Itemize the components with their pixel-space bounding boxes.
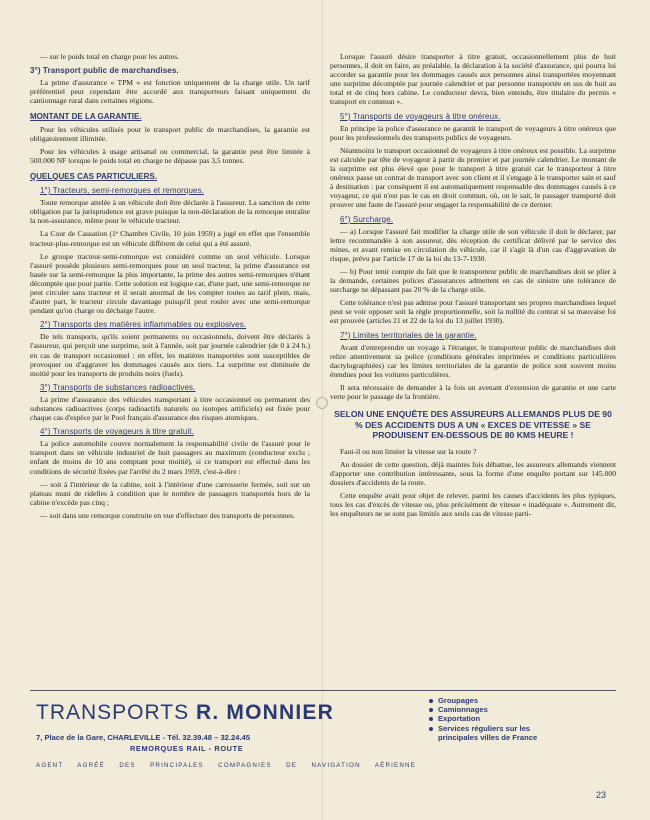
ad-address: 7, Place de la Gare, CHARLEVILLE - Tél. 32.39.48 – 32.24.45 bbox=[36, 733, 250, 742]
subsection-heading-text: 4°) Transports de voyageurs à titre gratuit. bbox=[40, 427, 194, 437]
paragraph: Lorsque l'assuré désire transporter à titre gratuit, occasionnellement plus de huit personnes, il doit en faire, au préalable, la déclaration à la société d'assurance, qui pourra lui accorder sa garantie pour les dommages causés aux personnes ainsi transportées moyennant une surprime décomptée par journée calendrier et par personne transportée en sus de huit au total et de cinq hors cabine. Le conducteur devra, bien entendu, être titulaire du permis « transport en commun ». bbox=[330, 52, 616, 107]
subsection-heading-text: 3°) Transports de substances radioactives. bbox=[40, 382, 196, 392]
ad-service-item bbox=[428, 714, 537, 723]
ad-brand bbox=[36, 701, 334, 725]
subsection-heading bbox=[40, 186, 310, 195]
ad-service-item bbox=[428, 705, 537, 714]
paragraph: Avant d'entreprendre un voyage à l'étranger, le transporteur public de marchandises doit relire attentivement sa police (conditions générales imprimées et conditions particulières dactylographiées) car les limites territoriales de la garantie de police sont souvent moins étendues pour les voitures particulières. bbox=[330, 342, 616, 379]
paragraph: La police automobile couvre normalement la responsabilité civile de l'assuré pour le transport dans un véhicule industriel de huit passagers au maximum (conducteur exclu ; enfant de moins de 10 ans comptant pour moitié), si ce transport est effectué dans les conditions de sécurité fixées par l'arrêté du 2 mars 1959, c'est-à-dire : bbox=[30, 439, 310, 476]
ad-subtitle: REMORQUES RAIL - ROUTE bbox=[130, 744, 244, 753]
paragraph: Néanmoins le transport occasionnel de voyageurs à titre onéreux est possible. La surprime est calculée par tête de voyageur à partir du premier et par journée calendrier. Le montant de la surprime est plus élevé que pour le transport à titre gratuit car le transporteur à titre onéreux passe un contrat de transport avec son client et il s'engage à le transporter sain et sauf à destination : par conséquent il est automatiquement responsable des dommages causés à ce voyageur, ce qui n'est pas le cas en droit commun, où, on le sait, le passager transporté doit prouver une faute de l'assuré pour engager la responsabilité de ce dernier. bbox=[330, 145, 616, 210]
ad-agents-line: AGENT AGRÉÉ DES PRINCIPALES COMPAGNIES DE NAVIGATION AÉRIENNE bbox=[36, 762, 417, 769]
bullet-icon bbox=[429, 708, 433, 712]
paragraph: Il sera nécessaire de demander à la fois un avenant d'extension de garantie et une carte verte pour le passage de la frontière. bbox=[330, 383, 616, 402]
left-column bbox=[30, 52, 310, 524]
page-number: 23 bbox=[596, 790, 607, 800]
ad-service-item bbox=[428, 696, 537, 705]
subsection-heading bbox=[340, 112, 616, 121]
subsection-heading bbox=[340, 331, 616, 340]
ad-services-list bbox=[428, 696, 537, 742]
paragraph: La prime d'assurance des véhicules transportant à titre occasionnel ou permanent des substances radioactives (corps radioactifs naturels ou isotopes artificiels) est fixée pour chaque cas d'espèce par le Pool français d'assurance des risques atomiques. bbox=[30, 394, 310, 423]
paragraph: En principe la police d'assurance ne garantit le transport de voyageurs à titre onéreux que pour les professionnels des transports publics de voyageurs. bbox=[330, 123, 616, 142]
ad-service-label: Services réguliers sur les bbox=[438, 723, 531, 733]
paragraph: Toute remorque attelée à un véhicule doit être déclarée à l'assureur. La sanction de cette obligation par la jurisprudence est grave puisque la non-déclaration de la remorque entraîne la non-assurance, même pour le véhicule tracteur. bbox=[30, 198, 310, 226]
paragraph: La Cour de Cassation (1ᵉ Chambre Civile, 10 juin 1959) a jugé en effet que l'ensemble tracteur-plus-remorque est un véhicule différent de celui qui a été assuré. bbox=[30, 229, 310, 248]
paragraph: — sur le poids total en charge pour les autres. bbox=[40, 52, 180, 61]
paragraph: Pour les véhicules à usage artisanal ou commercial, la garantie peut être limitée à 500.000 NF lorsque le poids total en charge ne dépasse pas 3,5 tonnes. bbox=[30, 146, 310, 165]
subsection-heading bbox=[40, 427, 310, 436]
subsection-heading-text: 6°) Surcharge. bbox=[340, 214, 394, 224]
section-heading: 3°) Transport public de marchandises. bbox=[30, 66, 179, 76]
section-heading: QUELQUES CAS PARTICULIERS. bbox=[30, 171, 157, 181]
article-headline: SELON UNE ENQUÊTE DES ASSUREURS ALLEMANDS PLUS DE 90 % DES ACCIDENTS DUS A UN « EXCES DE VITESSE » SE PRODUISENT EN-DESSOUS DE 80 KMS HEURE ! bbox=[334, 409, 612, 441]
paragraph: Cette enquête avait pour objet de relever, parmi les causes d'accidents les plus typiques, tous les cas d'excès de vitesse ou, plus précisément de vitesse « inadéquate ». Autrement dit, les enquêteurs ne se sont pas limités aux seuls cas de vitesse parti- bbox=[330, 491, 616, 519]
bullet-icon bbox=[429, 699, 433, 703]
paragraph: — soit à l'intérieur de la cabine, soit à l'intérieur d'une carrosserie fermée, soit sur un plateau muni de ridelles à condition que le nombre de passagers transportés hors de la cabine n'excède pas cinq ; bbox=[30, 479, 310, 507]
paragraph: Au dossier de cette question, déjà maintes fois débattue, les assureurs allemands viennent d'apporter une contribution intéressante, sous la forme d'une enquête portant sur 145.000 dossiers d'accidents de la route. bbox=[330, 459, 616, 487]
paragraph: Cette tolérance n'est pas admise pour l'assuré transportant ses propres marchandises lequel peut se voir opposer soit la règle proportionnelle, soit la nullité du contrat si sa mauvaise foi est prouvée (articles 21 et 22 de la loi du 13 juillet 1930). bbox=[330, 298, 616, 326]
subsection-heading bbox=[40, 383, 310, 392]
ad-service-label: Camionnages bbox=[438, 705, 488, 715]
paragraph: — soit dans une remorque construite en vue d'effectuer des transports de personnes. bbox=[40, 510, 295, 520]
ad-service-label: Groupages bbox=[438, 696, 479, 705]
bullet-icon bbox=[429, 727, 433, 731]
binding-hole bbox=[316, 397, 328, 409]
paragraph: Faut-il ou non limiter la vitesse sur la route ? bbox=[340, 446, 477, 456]
paragraph: De tels transports, qu'ils soient permanents ou occasionnels, doivent être déclarés à l'assureur, qui perçoit une surprime, soit à l'année, soit par journée calendrier (de 0 à 24 h.) en cas de transport occasionnel : en effet, les matières transportées sont susceptibles de provoquer ou d'aggraver les dommages causés aux tiers. La surprime est diminuée de moitié pour les transports de produits noirs (fuels). bbox=[30, 332, 310, 378]
ad-service-label-cont: principales villes de France bbox=[438, 732, 538, 742]
bullet-icon bbox=[429, 717, 433, 721]
paragraph: Le groupe tracteur-semi-remorque est considéré comme un seul véhicule. Lorsque l'assuré possède plusieurs semi-remorques pour un seul tracteur, la prime d'assurance est basée sur la semi-remorque la plus importante, la prime des autres semi-remorques n'étant décomptée que pour partie. Cette solution est logique car, d'une part, une semi-remorque ne peut circuler sans tracteur et il serait anormal de les compter toutes au tarif plein, mais, d'autre part, le tracteur circule davantage puisqu'il peut rouler avec une semi-remorque pendant qu'on charge ou décharge l'autre. bbox=[30, 251, 310, 316]
subsection-heading-text: 5°) Transports de voyageurs à titre onéreux. bbox=[340, 111, 501, 121]
ad-service-label: Exportation bbox=[438, 714, 481, 724]
subsection-heading-text: 7°) Limites territoriales de la garantie. bbox=[340, 330, 477, 340]
subsection-heading bbox=[340, 215, 616, 224]
subsection-heading-text: 1°) Tracteurs, semi-remorques et remorques. bbox=[40, 186, 204, 196]
section-heading: MONTANT DE LA GARANTIE. bbox=[30, 112, 142, 122]
ad-brand-name: R. MONNIER bbox=[195, 701, 334, 724]
subsection-heading-text: 2°) Transports des matières inflammables ou explosives. bbox=[40, 320, 247, 330]
ad-service-item bbox=[428, 724, 537, 742]
paragraph: Pour les véhicules utilisés pour le transport public de marchandises, la garantie est obligatoirement illimitée. bbox=[30, 124, 310, 143]
paragraph: — b) Pour tenir compte du fait que le transporteur public de marchandises doit se plier à la demande, certaines polices d'assurances admettent en cas de sinistre une tolérance de surcharge ne dépassant pas 20 % de la charge utile. bbox=[330, 266, 616, 295]
right-column bbox=[330, 52, 616, 522]
advertisement bbox=[30, 690, 616, 777]
paragraph: — a) Lorsque l'assuré fait modifier la charge utile de son véhicule il doit le déclarer, par lettre recommandée à son assureur, dès réception du certificat délivré par le service des mines, et avant remise en circulation du véhicule, car il s'agit là d'un cas d'aggravation de risque, prévu par l'article 17 de la loi du 13-7-1930. bbox=[330, 226, 616, 263]
subsection-heading bbox=[40, 320, 310, 329]
paragraph: La prime d'assurance « TPM » est fonction uniquement de la charge utile. Un tarif préférentiel peut cependant être accordé aux transporteurs faisant uniquement du camionnage rural dans certaines régions. bbox=[30, 78, 310, 106]
ad-brand-prefix: TRANSPORTS bbox=[36, 701, 190, 724]
